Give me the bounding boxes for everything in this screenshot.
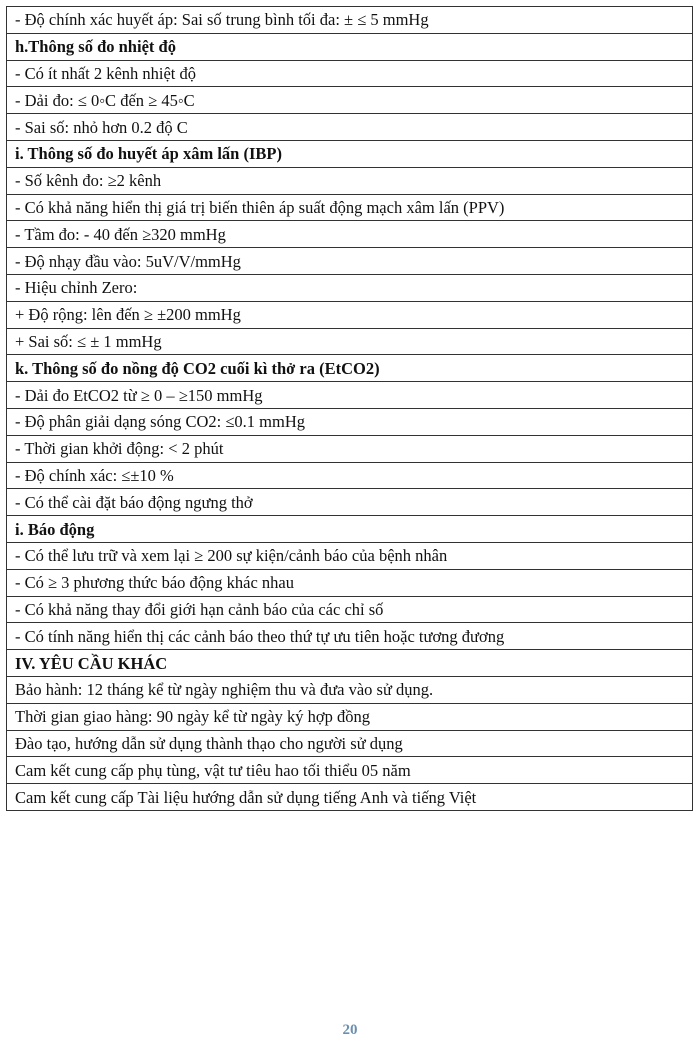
spec-row [7, 7, 693, 34]
section-heading-text: IV. YÊU CẦU KHÁC [7, 650, 693, 677]
spec-row-text: - Hiệu chỉnh Zero: [7, 274, 693, 301]
spec-row-text: + Độ rộng: lên đến ≥ ±200 mmHg [7, 301, 693, 328]
spec-row-text: Bảo hành: 12 tháng kể từ ngày nghiệm thu và đưa vào sử dụng. [7, 676, 693, 703]
spec-row-text: - Có thể cài đặt báo động ngưng thở [7, 489, 693, 516]
section-heading-text: k. Thông số đo nồng độ CO2 cuối kì thở ra (EtCO2) [7, 355, 693, 382]
section-heading-text: i. Báo động [7, 516, 693, 543]
spec-row-text: - Tầm đo: - 40 đến ≥320 mmHg [7, 221, 693, 248]
spec-row-text: Đào tạo, hướng dẫn sử dụng thành thạo cho người sử dụng [7, 730, 693, 757]
section-heading-row [7, 650, 693, 677]
spec-row-text: - Thời gian khởi động: < 2 phút [7, 435, 693, 462]
section-heading-text: h.Thông số đo nhiệt độ [7, 33, 693, 60]
spec-row-text: - Độ nhạy đầu vào: 5uV/V/mmHg [7, 248, 693, 275]
spec-row-text: - Số kênh đo: ≥2 kênh [7, 167, 693, 194]
spec-row [7, 784, 693, 811]
spec-row-text: - Có ít nhất 2 kênh nhiệt độ [7, 60, 693, 87]
spec-row [7, 757, 693, 784]
spec-row-text: - Độ phân giải dạng sóng CO2: ≤0.1 mmHg [7, 408, 693, 435]
spec-row-text: - Sai số: nhỏ hơn 0.2 độ C [7, 114, 693, 141]
spec-row [7, 382, 693, 409]
spec-row [7, 248, 693, 275]
section-heading-row [7, 140, 693, 167]
spec-row-text: - Có thể lưu trữ và xem lại ≥ 200 sự kiện/cảnh báo của bệnh nhân [7, 542, 693, 569]
spec-row [7, 274, 693, 301]
spec-row [7, 301, 693, 328]
section-heading-row [7, 33, 693, 60]
spec-row [7, 114, 693, 141]
specification-table-body [7, 7, 693, 811]
page-number: 20 [342, 1022, 358, 1038]
spec-row [7, 435, 693, 462]
spec-row [7, 730, 693, 757]
spec-row [7, 596, 693, 623]
spec-row-text: - Độ chính xác: ≤±10 % [7, 462, 693, 489]
section-heading-text: i. Thông số đo huyết áp xâm lấn (IBP) [7, 140, 693, 167]
section-heading-row [7, 516, 693, 543]
specification-table [6, 6, 693, 811]
spec-row [7, 194, 693, 221]
spec-row [7, 221, 693, 248]
spec-row-text: - Dải đo: ≤ 0◦C đến ≥ 45◦C [7, 87, 693, 114]
spec-row-text: - Có tính năng hiển thị các cảnh báo theo thứ tự ưu tiên hoặc tương đương [7, 623, 693, 650]
spec-row-text: Thời gian giao hàng: 90 ngày kể từ ngày ký hợp đồng [7, 703, 693, 730]
spec-row [7, 87, 693, 114]
spec-row [7, 489, 693, 516]
spec-row [7, 569, 693, 596]
spec-row [7, 676, 693, 703]
section-heading-row [7, 355, 693, 382]
spec-row [7, 703, 693, 730]
spec-row [7, 542, 693, 569]
spec-row [7, 462, 693, 489]
spec-row-text: - Có ≥ 3 phương thức báo động khác nhau [7, 569, 693, 596]
spec-row-text: Cam kết cung cấp phụ tùng, vật tư tiêu hao tối thiểu 05 năm [7, 757, 693, 784]
spec-row-text: + Sai số: ≤ ± 1 mmHg [7, 328, 693, 355]
spec-row [7, 623, 693, 650]
spec-row-text: Cam kết cung cấp Tài liệu hướng dẫn sử dụng tiếng Anh và tiếng Việt [7, 784, 693, 811]
spec-row-text: - Độ chính xác huyết áp: Sai số trung bình tối đa: ± ≤ 5 mmHg [7, 7, 693, 34]
spec-row-text: - Có khả năng thay đổi giới hạn cảnh báo của các chỉ số [7, 596, 693, 623]
spec-row-text: - Có khả năng hiển thị giá trị biến thiên áp suất động mạch xâm lấn (PPV) [7, 194, 693, 221]
spec-row [7, 328, 693, 355]
spec-row [7, 60, 693, 87]
spec-row [7, 408, 693, 435]
spec-row [7, 167, 693, 194]
spec-row-text: - Dải đo EtCO2 từ ≥ 0 – ≥150 mmHg [7, 382, 693, 409]
